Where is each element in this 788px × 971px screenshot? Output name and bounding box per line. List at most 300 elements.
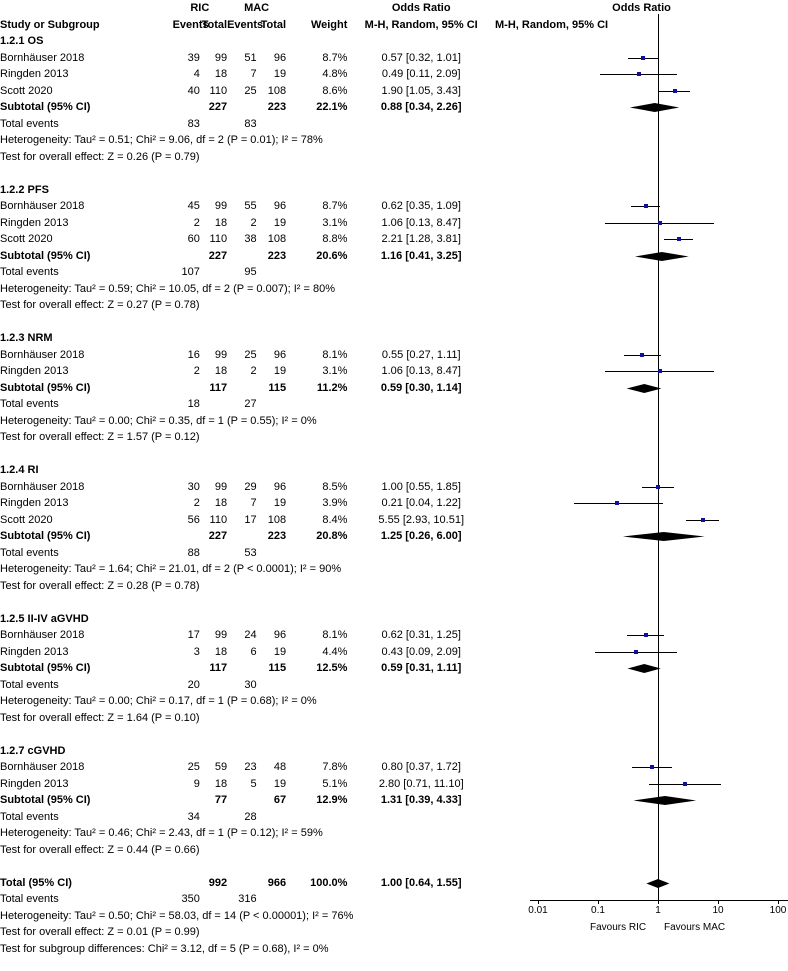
- total-events-ric: 34: [187, 810, 200, 823]
- plot-cell: [495, 99, 788, 116]
- subtotal-row: [0, 248, 788, 265]
- subgroup-differences-row: [0, 941, 788, 958]
- weight-cell: 11.2%: [316, 381, 348, 394]
- total-ric-cell: 99: [214, 629, 228, 641]
- overall-effect-text: Test for overall effect: Z = 0.01 (P = 0.99): [0, 926, 200, 938]
- total-events-ric: 350: [181, 893, 200, 905]
- ci-cell: 0.59 [0.31, 1.11]: [381, 662, 462, 674]
- ci-cell: 0.80 [0.37, 1.72]: [381, 761, 461, 773]
- total-ric-cell: 77: [214, 794, 228, 806]
- blank: [347, 809, 495, 826]
- ci-cell: 2.21 [1.28, 3.81]: [381, 233, 461, 245]
- events-mac-cell: 23: [244, 761, 257, 773]
- study-cell: [0, 776, 173, 793]
- blank: [200, 264, 227, 281]
- blank: [286, 396, 347, 413]
- ci-cell: 1.16 [0.41, 3.25]: [380, 249, 462, 262]
- ci-cell: 0.55 [0.27, 1.11]: [381, 348, 461, 361]
- study-name: Bornhäuser 2018: [0, 348, 85, 361]
- total-events-ric: 83: [187, 117, 200, 130]
- blank: [257, 677, 287, 694]
- total-events-mac: 53: [244, 546, 257, 559]
- total-ric-cell: 18: [214, 365, 228, 377]
- ci-cell: 0.21 [0.04, 1.22]: [381, 497, 461, 509]
- total-ric-cell: 99: [214, 348, 228, 361]
- study-cell: [0, 83, 173, 100]
- plot-cell: [495, 83, 788, 100]
- heterogeneity-text: Heterogeneity: Tau² = 0.00; Chi² = 0.17, df = 1 (P = 0.68); I² = 0%: [0, 695, 317, 707]
- total-events-ric: 107: [181, 266, 200, 278]
- events-ric-cell: 60: [187, 233, 200, 245]
- study-name: Scott 2020: [0, 84, 53, 97]
- events-mac-cell: 38: [244, 233, 257, 245]
- ci-cell: 0.62 [0.35, 1.09]: [381, 200, 461, 212]
- blank: [227, 875, 257, 892]
- total-events-mac: 27: [244, 398, 257, 410]
- total-events-ric: 20: [187, 678, 200, 691]
- weight-cell: 3.1%: [322, 216, 348, 229]
- table-row: [0, 198, 788, 215]
- table-row: [0, 495, 788, 512]
- ci-cell: 0.88 [0.34, 2.26]: [380, 101, 462, 113]
- total-events-label: Total events: [0, 810, 59, 823]
- study-cell: [0, 231, 173, 248]
- ci-cell: 1.90 [1.05, 3.43]: [381, 84, 461, 97]
- heterogeneity-row: [0, 693, 788, 710]
- plot-cell: [495, 660, 788, 677]
- events-mac-cell: 2: [250, 365, 257, 377]
- total-mac-cell: 19: [273, 497, 287, 509]
- heterogeneity-row: [0, 413, 788, 430]
- total-events-label: Total events: [0, 117, 59, 130]
- ci-cell: 1.00 [0.55, 1.85]: [381, 480, 461, 493]
- subgroup-header-row: [0, 462, 788, 479]
- total-events-row: [0, 891, 788, 908]
- overall-effect-text: Test for overall effect: Z = 0.28 (P = 0.78): [0, 579, 200, 592]
- total-mac-cell: 19: [273, 645, 287, 658]
- plot-cell: [495, 66, 788, 83]
- spacer-row: [0, 858, 788, 875]
- study-name: Bornhäuser 2018: [0, 761, 85, 773]
- events-mac-cell: 17: [244, 513, 257, 526]
- total-ric-cell: 99: [214, 200, 228, 212]
- heterogeneity-row: [0, 281, 788, 298]
- events-mac-cell: [227, 99, 257, 116]
- subtotal-label: Subtotal (95% CI): [0, 249, 91, 262]
- header-group-row: [0, 0, 788, 17]
- header-model-right: M-H, Random, 95% CI: [495, 18, 609, 31]
- subtotal-row: [0, 99, 788, 116]
- grand-total-mac: 966: [267, 876, 287, 889]
- study-cell: [0, 66, 173, 83]
- events-mac-cell: [227, 380, 257, 397]
- total-mac-cell: 96: [273, 200, 287, 212]
- grand-total-ric: 992: [208, 876, 228, 889]
- ci-cell: 1.25 [0.26, 6.00]: [380, 530, 462, 542]
- study-cell: [0, 50, 173, 67]
- weight-cell: 8.1%: [322, 629, 348, 641]
- events-ric-cell: 39: [187, 51, 200, 64]
- blank: [200, 891, 227, 908]
- plot-cell: [495, 231, 788, 248]
- overall-effect-row: [0, 429, 788, 446]
- blank: [347, 396, 495, 413]
- total-ric-cell: 227: [208, 530, 228, 542]
- study-name: Bornhäuser 2018: [0, 480, 85, 493]
- events-ric-cell: 16: [187, 348, 200, 361]
- header-group-ric: RIC: [190, 2, 210, 14]
- weight-cell: 8.7%: [322, 200, 348, 212]
- study-name: Ringden 2013: [0, 365, 69, 377]
- table-row: [0, 363, 788, 380]
- study-cell: [0, 759, 173, 776]
- weight-cell: 4.4%: [322, 645, 348, 658]
- total-events-row: [0, 396, 788, 413]
- heterogeneity-row: [0, 825, 788, 842]
- blank: [200, 545, 227, 562]
- subtotal-label: Subtotal (95% CI): [0, 794, 91, 806]
- total-ric-cell: 99: [214, 480, 228, 493]
- study-cell: [0, 479, 173, 496]
- weight-cell: 5.1%: [322, 777, 348, 790]
- subgroup-differences-text: Test for subgroup differences: Chi² = 3.12, df = 5 (P = 0.68), I² = 0%: [0, 942, 329, 955]
- subtotal-row: [0, 660, 788, 677]
- weight-cell: 22.1%: [316, 101, 348, 113]
- total-events-ric: 88: [187, 546, 200, 559]
- total-mac-cell: 67: [273, 794, 287, 806]
- overall-effect-row: [0, 149, 788, 166]
- heterogeneity-row: [0, 132, 788, 149]
- study-cell: [0, 198, 173, 215]
- blank: [257, 116, 287, 133]
- plot-cell: [495, 627, 788, 644]
- total-mac-cell: 115: [268, 381, 287, 394]
- blank: [286, 545, 347, 562]
- total-events-mac: 316: [238, 893, 257, 905]
- total-events-label: Total events: [0, 546, 59, 559]
- total-ric-cell: 18: [214, 216, 228, 229]
- table-row: [0, 776, 788, 793]
- events-ric-cell: [173, 248, 200, 265]
- blank: [173, 875, 200, 892]
- table-row: [0, 627, 788, 644]
- total-ric-cell: 227: [208, 101, 228, 113]
- study-cell: [0, 363, 173, 380]
- spacer-row: [0, 446, 788, 463]
- total-mac-cell: 108: [267, 233, 287, 245]
- subtotal-label: Subtotal (95% CI): [0, 530, 91, 542]
- ci-cell: 0.62 [0.31, 1.25]: [381, 629, 461, 641]
- total-events-ric: 18: [187, 398, 200, 410]
- events-ric-cell: [173, 99, 200, 116]
- overall-effect-row: [0, 924, 788, 941]
- events-mac-cell: [227, 248, 257, 265]
- subgroup-header-row: [0, 330, 788, 347]
- total-events-mac: 95: [244, 266, 257, 278]
- ci-cell: 0.43 [0.09, 2.09]: [381, 645, 461, 658]
- ci-cell: 1.06 [0.13, 8.47]: [381, 216, 461, 229]
- heterogeneity-text: Heterogeneity: Tau² = 0.00; Chi² = 0.35, df = 1 (P = 0.55); I² = 0%: [0, 414, 317, 427]
- weight-cell: 20.6%: [316, 249, 348, 262]
- plot-cell: [495, 248, 788, 265]
- blank: [200, 116, 227, 133]
- total-mac-cell: 48: [273, 761, 287, 773]
- total-mac-cell: 19: [273, 216, 287, 229]
- weight-cell: 3.9%: [322, 497, 348, 509]
- overall-effect-text: Test for overall effect: Z = 1.57 (P = 0.12): [0, 431, 200, 443]
- events-ric-cell: 30: [187, 480, 200, 493]
- weight-cell: 3.1%: [322, 365, 348, 377]
- total-events-mac: 83: [244, 117, 257, 130]
- blank: [347, 545, 495, 562]
- blank: [257, 396, 287, 413]
- total-ric-cell: 18: [214, 645, 228, 658]
- spacer-row: [0, 594, 788, 611]
- total-events-row: [0, 264, 788, 281]
- study-name: Scott 2020: [0, 513, 53, 526]
- study-cell: [0, 512, 173, 529]
- total-ric-cell: 227: [208, 249, 228, 262]
- events-ric-cell: 25: [187, 761, 200, 773]
- table-row: [0, 347, 788, 364]
- header-study: Study or Subgroup: [0, 18, 100, 31]
- header-events-mac: Events: [227, 18, 264, 31]
- study-cell: [0, 215, 173, 232]
- weight-cell: 8.6%: [322, 84, 348, 97]
- subgroup-label: 1.2.7 cGVHD: [0, 744, 66, 757]
- favours-left-label: Favours RIC: [590, 922, 647, 933]
- total-mac-cell: 223: [267, 530, 287, 542]
- blank: [286, 677, 347, 694]
- study-cell: [0, 627, 173, 644]
- heterogeneity-text: Heterogeneity: Tau² = 0.46; Chi² = 2.43, df = 1 (P = 0.12); I² = 59%: [0, 827, 323, 839]
- events-ric-cell: 9: [193, 777, 200, 790]
- study-name: Ringden 2013: [0, 645, 69, 658]
- overall-effect-text: Test for overall effect: Z = 0.27 (P = 0.78): [0, 299, 200, 311]
- header-group-mac: MAC: [244, 2, 270, 14]
- total-ric-cell: 110: [209, 513, 228, 526]
- total-mac-cell: 19: [273, 365, 287, 377]
- events-ric-cell: [173, 380, 200, 397]
- events-mac-cell: 25: [244, 84, 257, 97]
- total-mac-cell: 96: [273, 629, 287, 641]
- ci-cell: 0.49 [0.11, 2.09]: [381, 68, 461, 80]
- weight-cell: 7.8%: [322, 761, 348, 773]
- blank: [200, 677, 227, 694]
- study-name: Ringden 2013: [0, 216, 69, 229]
- plot-cell: [495, 644, 788, 661]
- blank: [257, 545, 287, 562]
- total-ric-cell: 110: [209, 233, 228, 245]
- table-row: [0, 479, 788, 496]
- study-name: Ringden 2013: [0, 68, 69, 80]
- weight-cell: 8.5%: [322, 480, 348, 493]
- grand-total-ci: 1.00 [0.64, 1.55]: [380, 876, 462, 889]
- overall-effect-text: Test for overall effect: Z = 1.64 (P = 0.10): [0, 711, 200, 724]
- ci-cell: 5.55 [2.93, 10.51]: [378, 513, 465, 526]
- events-ric-cell: 45: [187, 200, 200, 212]
- ci-cell: 1.31 [0.39, 4.33]: [380, 794, 462, 806]
- weight-cell: 12.5%: [316, 662, 348, 674]
- ci-cell: 1.06 [0.13, 8.47]: [381, 365, 461, 377]
- events-mac-cell: 7: [250, 68, 257, 80]
- subgroup-header-row: [0, 182, 788, 199]
- events-mac-cell: 2: [250, 216, 257, 229]
- table-row: [0, 66, 788, 83]
- subgroup-label: 1.2.5 II-IV aGVHD: [0, 612, 89, 625]
- events-ric-cell: 3: [193, 645, 200, 658]
- plot-cell: [495, 347, 788, 364]
- overall-effect-row: [0, 710, 788, 727]
- subgroup-label: 1.2.4 RI: [0, 464, 39, 476]
- total-ric-cell: 18: [214, 68, 228, 80]
- weight-cell: 8.4%: [322, 513, 348, 526]
- events-mac-cell: [227, 792, 257, 809]
- grand-total-row: [0, 875, 788, 892]
- axis-tick-label: 10: [712, 905, 724, 916]
- blank: [347, 264, 495, 281]
- events-ric-cell: [173, 660, 200, 677]
- subtotal-row: [0, 380, 788, 397]
- events-ric-cell: 2: [193, 216, 200, 229]
- plot-cell: [495, 215, 788, 232]
- heterogeneity-row: [0, 561, 788, 578]
- plot-cell: [495, 50, 788, 67]
- events-mac-cell: 29: [244, 480, 257, 493]
- axis-tick-label: 1: [655, 905, 661, 916]
- events-mac-cell: 25: [244, 348, 257, 361]
- subgroup-header-row: [0, 743, 788, 760]
- study-name: Bornhäuser 2018: [0, 629, 85, 641]
- total-events-mac: 30: [244, 678, 257, 691]
- study-cell: [0, 347, 173, 364]
- grand-total-label: Total (95% CI): [0, 876, 72, 889]
- total-ric-cell: 110: [209, 84, 228, 97]
- total-mac-cell: 96: [273, 348, 287, 361]
- plot-cell: [495, 380, 788, 397]
- spacer-row: [0, 165, 788, 182]
- study-cell: [0, 495, 173, 512]
- plot-cell: [495, 792, 788, 809]
- study-name: Ringden 2013: [0, 777, 69, 790]
- study-name: Ringden 2013: [0, 497, 69, 509]
- events-ric-cell: 40: [187, 84, 200, 97]
- plot-cell: [495, 495, 788, 512]
- blank: [286, 116, 347, 133]
- total-events-mac: 28: [244, 810, 257, 823]
- total-events-label: Total events: [0, 266, 59, 278]
- events-ric-cell: [173, 792, 200, 809]
- subtotal-row: [0, 528, 788, 545]
- weight-cell: 12.9%: [316, 794, 348, 806]
- overall-effect-text: Test for overall effect: Z = 0.44 (P = 0.66): [0, 843, 200, 856]
- total-mac-cell: 108: [267, 84, 287, 97]
- header-weight: Weight: [310, 18, 348, 31]
- axis-tick-label: 0.1: [591, 905, 605, 916]
- header-columns-row: [0, 17, 788, 34]
- blank: [347, 116, 495, 133]
- heterogeneity-text: Heterogeneity: Tau² = 0.59; Chi² = 10.05, df = 2 (P = 0.007); I² = 80%: [0, 282, 335, 295]
- overall-effect-row: [0, 842, 788, 859]
- header-or-left: Odds Ratio: [391, 2, 451, 14]
- total-ric-cell: 117: [209, 381, 228, 394]
- blank: [257, 809, 287, 826]
- events-ric-cell: 56: [187, 513, 200, 526]
- total-ric-cell: 18: [214, 497, 228, 509]
- events-ric-cell: 17: [187, 629, 200, 641]
- blank: [257, 264, 287, 281]
- header-model-left: M-H, Random, 95% CI: [364, 18, 478, 31]
- events-mac-cell: 24: [244, 629, 257, 641]
- header-total-mac: Total: [260, 18, 287, 31]
- overall-effect-row: [0, 297, 788, 314]
- subtotal-label: Subtotal (95% CI): [0, 381, 91, 394]
- ci-cell: 0.57 [0.32, 1.01]: [381, 51, 461, 64]
- favours-right-label: Favours MAC: [664, 922, 726, 933]
- blank: [257, 891, 287, 908]
- weight-cell: 4.8%: [322, 68, 348, 80]
- subtotal-label: Subtotal (95% CI): [0, 662, 91, 674]
- events-mac-cell: [227, 660, 257, 677]
- total-ric-cell: 99: [214, 51, 228, 64]
- blank: [200, 809, 227, 826]
- weight-cell: 8.8%: [322, 233, 348, 245]
- subtotal-label: Subtotal (95% CI): [0, 101, 91, 113]
- table-row: [0, 231, 788, 248]
- subgroup-header-row: [0, 33, 788, 50]
- total-mac-cell: 19: [273, 777, 287, 790]
- weight-cell: 20.8%: [316, 530, 348, 542]
- table-row: [0, 50, 788, 67]
- total-mac-cell: 115: [268, 662, 287, 674]
- total-ric-cell: 18: [214, 777, 228, 790]
- header-events-ric: Events: [172, 18, 209, 31]
- weight-cell: 8.7%: [322, 51, 348, 64]
- total-events-row: [0, 116, 788, 133]
- plot-cell: [495, 528, 788, 545]
- events-mac-cell: 6: [250, 645, 257, 658]
- total-events-label: Total events: [0, 678, 59, 691]
- plot-cell: [495, 479, 788, 496]
- table-row: [0, 759, 788, 776]
- spacer-row: [0, 726, 788, 743]
- events-ric-cell: 2: [193, 365, 200, 377]
- plot-cell: [495, 776, 788, 793]
- events-mac-cell: 7: [250, 497, 257, 509]
- subtotal-row: [0, 792, 788, 809]
- total-mac-cell: 223: [267, 101, 287, 113]
- total-ric-cell: 117: [209, 662, 228, 674]
- study-name: Bornhäuser 2018: [0, 51, 85, 64]
- heterogeneity-text: Heterogeneity: Tau² = 0.50; Chi² = 58.03, df = 14 (P < 0.00001); I² = 76%: [0, 909, 354, 922]
- events-mac-cell: 55: [244, 200, 257, 212]
- heterogeneity-row: [0, 908, 788, 925]
- blank: [347, 891, 495, 908]
- events-ric-cell: [173, 528, 200, 545]
- events-ric-cell: 4: [193, 68, 200, 80]
- total-mac-cell: 223: [267, 249, 287, 262]
- total-mac-cell: 96: [273, 51, 287, 64]
- subgroup-label: 1.2.3 NRM: [0, 332, 53, 344]
- events-mac-cell: 51: [244, 51, 257, 64]
- table-row: [0, 215, 788, 232]
- blank: [286, 809, 347, 826]
- total-events-row: [0, 545, 788, 562]
- total-mac-cell: 108: [267, 513, 287, 526]
- plot-cell: [495, 198, 788, 215]
- total-events-label: Total events: [0, 398, 59, 410]
- overall-effect-text: Test for overall effect: Z = 0.26 (P = 0.79): [0, 150, 200, 163]
